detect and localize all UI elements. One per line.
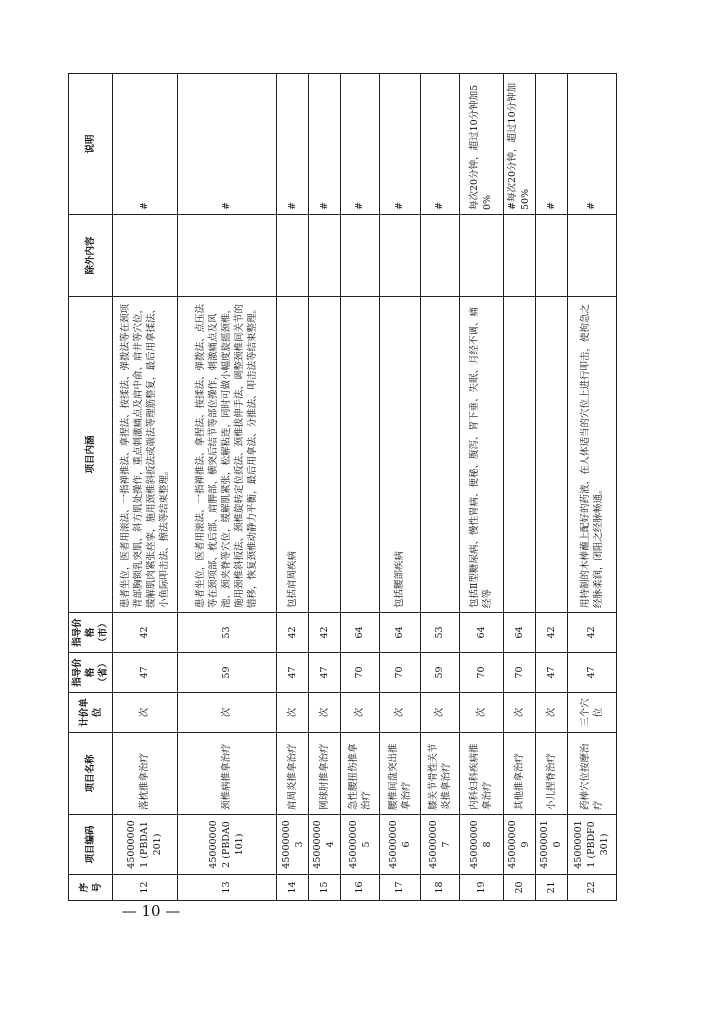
cell-exclusion (113, 215, 178, 297)
cell-code: 450000003 (277, 815, 309, 875)
cell-note: 每次20分钟，超过10分钟加50% (459, 74, 503, 215)
cell-seq: 17 (379, 875, 420, 901)
cell-price-prov: 47 (535, 653, 567, 693)
cell-exclusion (420, 215, 459, 297)
cell-content (535, 297, 567, 613)
cell-content: 包括Ⅱ型糖尿病、慢性胃病、便秘、腹泻、胃下垂、失眠、月经不调、痛经等 (459, 297, 503, 613)
cell-code: 450000001 (PBDA1201) (113, 815, 178, 875)
cell-content: 包括腰部疾病 (379, 297, 420, 613)
table-header-row (69, 74, 113, 901)
cell-exclusion (535, 215, 567, 297)
header-unit: 计价单位 (69, 693, 113, 733)
cell-price-prov: 70 (459, 653, 503, 693)
cell-exclusion (379, 215, 420, 297)
table-row (277, 74, 309, 901)
cell-unit: 次 (459, 693, 503, 733)
cell-unit: 次 (113, 693, 178, 733)
cell-name: 网球肘推拿治疗 (309, 733, 341, 815)
cell-name: 膝关节骨性关节炎推拿治疗 (420, 733, 459, 815)
table-row (535, 74, 567, 901)
cell-price-city: 64 (504, 613, 536, 653)
cell-name: 肩周炎推拿治疗 (277, 733, 309, 815)
cell-content: 患者坐位，医者用滚法、一指禅推法、拿捏法、按揉法、弹拨法、点压法等在颈项部、枕后部、肩胛部、横突后结节等部位操作，刺激痛点及风池、颈夹脊等穴位，缓解肌紧张，松解粘连，同时可做小幅度旋摇颈椎，施用颈椎斜扳法、颈椎旋转定位扳法、颈椎拔伸手法、调整颈椎间关节的错移，恢复颈椎动静力平衡，最后用拿法、分推法、叩击法等结束整理。 (177, 297, 277, 613)
cell-exclusion (567, 215, 616, 297)
cell-unit: 次 (535, 693, 567, 733)
cell-exclusion (309, 215, 341, 297)
cell-price-city: 64 (379, 613, 420, 653)
table-row (177, 74, 277, 901)
cell-price-city: 42 (277, 613, 309, 653)
cell-seq: 18 (420, 875, 459, 901)
cell-unit: 次 (277, 693, 309, 733)
cell-name: 颈椎病推拿治疗 (177, 733, 277, 815)
page-number: — 10 — (121, 902, 181, 920)
cell-code: 450000009 (504, 815, 536, 875)
cell-code: 450000007 (420, 815, 459, 875)
cell-price-city: 42 (113, 613, 178, 653)
cell-note: # (420, 74, 459, 215)
cell-name: 急性腰扭伤推拿治疗 (340, 733, 379, 815)
cell-content: 用特制的木棒蘸上配好的药液，在人体适当的穴位上进行叩击，使拘急之经脉柔润，闭阻之经脉畅通。 (567, 297, 616, 613)
header-exclusion: 除外内容 (69, 215, 113, 297)
header-content: 项目内涵 (69, 297, 113, 613)
cell-unit: 三个穴位 (567, 693, 616, 733)
cell-price-prov: 47 (277, 653, 309, 693)
cell-exclusion (340, 215, 379, 297)
cell-exclusion (504, 215, 536, 297)
cell-price-prov: 59 (177, 653, 277, 693)
table-row (113, 74, 178, 901)
header-note: 说明 (69, 74, 113, 215)
cell-code: 450000004 (309, 815, 341, 875)
cell-note: # (567, 74, 616, 215)
cell-content: 包括肩周疾病 (277, 297, 309, 613)
table-row (459, 74, 503, 901)
cell-seq: 15 (309, 875, 341, 901)
cell-name: 其他推拿治疗 (504, 733, 536, 815)
cell-seq: 13 (177, 875, 277, 901)
header-price-prov: 指导价格（省） (69, 653, 113, 693)
cell-price-prov: 70 (504, 653, 536, 693)
header-price-city: 指导价格（市） (69, 613, 113, 653)
cell-code: 450000002 (PBDA0101) (177, 815, 277, 875)
cell-price-city: 42 (535, 613, 567, 653)
cell-note: # (177, 74, 277, 215)
cell-content (309, 297, 341, 613)
cell-note: # (379, 74, 420, 215)
header-code: 项目编码 (69, 815, 113, 875)
cell-price-city: 64 (459, 613, 503, 653)
cell-name: 落枕推拿治疗 (113, 733, 178, 815)
cell-unit: 次 (177, 693, 277, 733)
cell-price-prov: 70 (340, 653, 379, 693)
cell-price-prov: 47 (113, 653, 178, 693)
cell-note: # (535, 74, 567, 215)
cell-code: 450000005 (340, 815, 379, 875)
price-table (68, 73, 617, 901)
cell-seq: 12 (113, 875, 178, 901)
cell-exclusion (277, 215, 309, 297)
cell-price-city: 53 (420, 613, 459, 653)
cell-exclusion (459, 215, 503, 297)
cell-content: 患者坐位，医者用滚法、一指禅推法、拿捏法、按揉法、弹拨法等在颈项背部胸锁乳突肌、斜方肌处操作，重点刺激痛点及肩中俞、肩井等穴位，缓解肌肉紧张痉挛，施用颈椎斜扳法或端法等理筋整复，最后用拿揉法、小鱼际叩击法、擦法等结束整理。 (113, 297, 178, 613)
table-row (420, 74, 459, 901)
cell-price-prov: 47 (567, 653, 616, 693)
cell-unit: 次 (340, 693, 379, 733)
cell-name: 小儿捏脊治疗 (535, 733, 567, 815)
cell-unit: 次 (309, 693, 341, 733)
cell-exclusion (177, 215, 277, 297)
cell-name: 内科妇科疾病推拿治疗 (459, 733, 503, 815)
cell-unit: 次 (420, 693, 459, 733)
cell-seq: 19 (459, 875, 503, 901)
cell-price-city: 42 (309, 613, 341, 653)
cell-price-city: 64 (340, 613, 379, 653)
cell-price-city: 53 (177, 613, 277, 653)
cell-seq: 20 (504, 875, 536, 901)
cell-seq: 21 (535, 875, 567, 901)
cell-code: 450000008 (459, 815, 503, 875)
cell-content (420, 297, 459, 613)
cell-code: 450000010 (535, 815, 567, 875)
table-row (504, 74, 536, 901)
cell-unit: 次 (379, 693, 420, 733)
cell-price-city: 42 (567, 613, 616, 653)
cell-name: 腰椎间盘突出推拿治疗 (379, 733, 420, 815)
cell-unit: 次 (504, 693, 536, 733)
cell-price-prov: 70 (379, 653, 420, 693)
cell-note: # (340, 74, 379, 215)
cell-seq: 14 (277, 875, 309, 901)
cell-price-prov: 59 (420, 653, 459, 693)
cell-content (504, 297, 536, 613)
table-row (340, 74, 379, 901)
cell-code: 450000011 (PBDF0301) (567, 815, 616, 875)
cell-price-prov: 47 (309, 653, 341, 693)
header-name: 项目名称 (69, 733, 113, 815)
cell-note: # (113, 74, 178, 215)
table-row (309, 74, 341, 901)
cell-note: # (277, 74, 309, 215)
rotated-table-wrapper (68, 74, 617, 901)
cell-seq: 16 (340, 875, 379, 901)
header-seq: 序号 (69, 875, 113, 901)
cell-code: 450000006 (379, 815, 420, 875)
table-row (379, 74, 420, 901)
cell-note: #每次20分钟，超过10分钟加50% (504, 74, 536, 215)
cell-note: # (309, 74, 341, 215)
cell-name: 药棒穴位按摩治疗 (567, 733, 616, 815)
cell-seq: 22 (567, 875, 616, 901)
table-row (567, 74, 616, 901)
cell-content (340, 297, 379, 613)
